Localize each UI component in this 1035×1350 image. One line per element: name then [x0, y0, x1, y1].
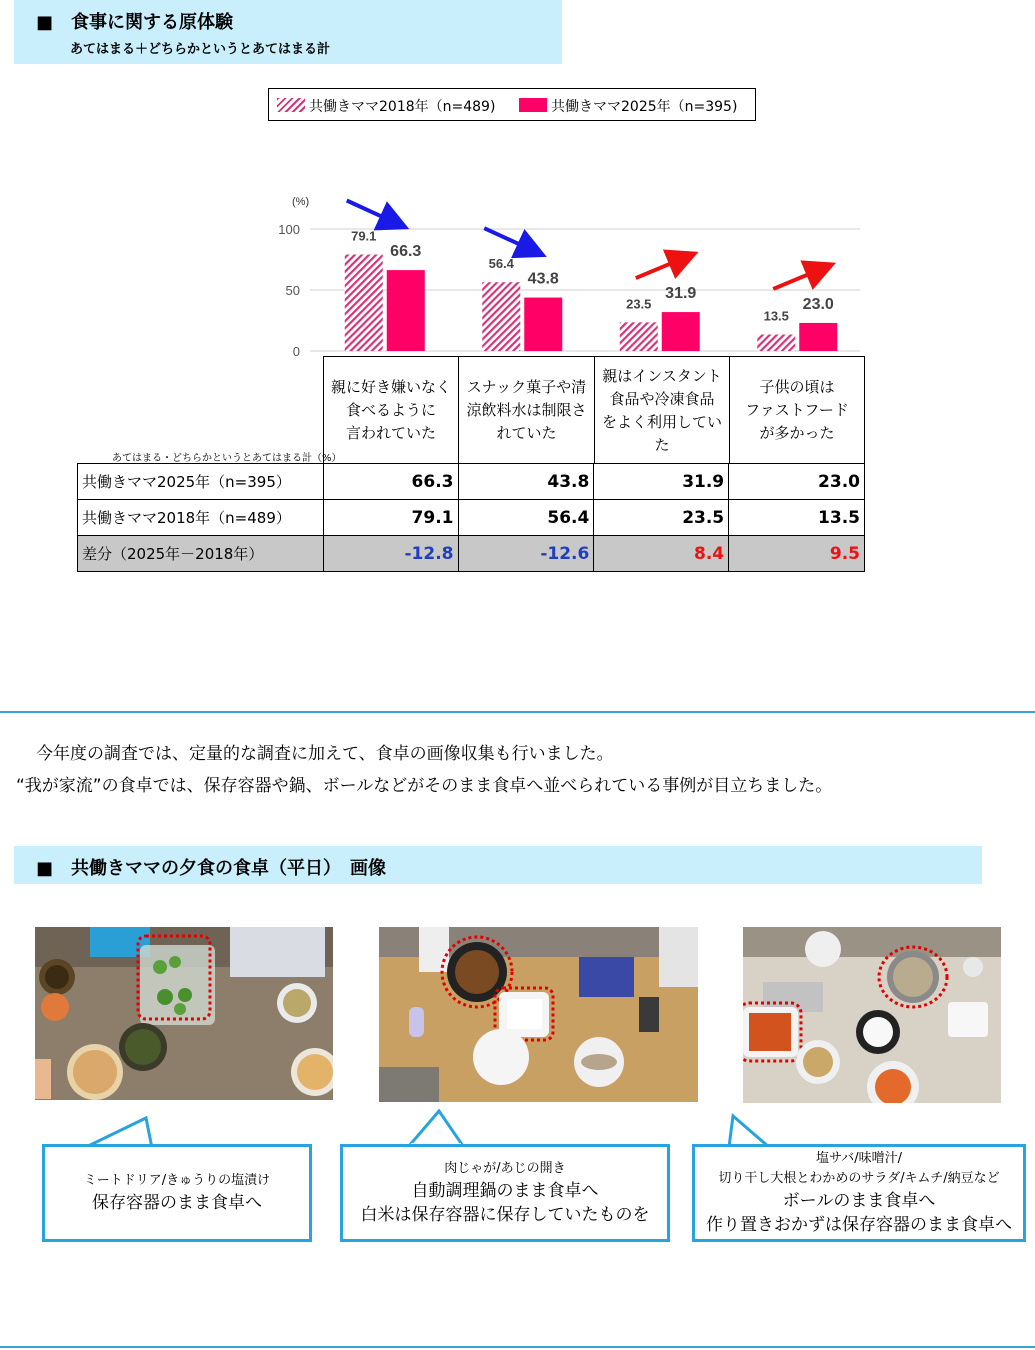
meal-photo-1 — [35, 927, 333, 1100]
cell: -12.8 — [323, 536, 458, 572]
cell: -12.6 — [458, 536, 594, 572]
callout-1: ミートドリア/きゅうりの塩漬け 保存容器のまま食卓へ — [42, 1144, 312, 1242]
section-subtitle: あてはまる＋どちらかというとあてはまる計 — [70, 42, 331, 57]
y-tick-label: 50 — [285, 283, 300, 298]
legend-label-2018: 共働きママ2018年（n=489) — [309, 99, 496, 115]
meal-photo-2 — [379, 927, 698, 1102]
cell: 43.8 — [458, 464, 594, 500]
trend-arrow-down — [347, 200, 395, 222]
cell: 66.3 — [323, 464, 458, 500]
table-header-1: 親に好き嫌いなく 食べるように 言われていた — [323, 356, 459, 464]
section-title: ■ 共働きママの夕食の食卓（平日） 画像 — [36, 858, 387, 879]
data-label-2018: 56.4 — [488, 256, 514, 272]
cell: 79.1 — [323, 500, 458, 536]
body-line-1: 今年度の調査では、定量的な調査に加えて、食卓の画像収集も行いました。 — [36, 744, 614, 764]
cell: 56.4 — [458, 500, 594, 536]
bar-2018 — [345, 254, 383, 351]
bar-chart — [0, 0, 1035, 360]
data-label-2025: 31.9 — [665, 285, 697, 303]
callout-2: 肉じゃが/あじの開き 自動調理鍋のまま食卓へ 白米は保存容器に保存していたものを — [340, 1144, 670, 1242]
cell: 31.9 — [594, 464, 729, 500]
y-tick-label: 100 — [278, 222, 300, 237]
cell: 23.0 — [729, 464, 865, 500]
data-label-2018: 13.5 — [763, 308, 789, 324]
data-label-2025: 43.8 — [527, 270, 559, 288]
data-label-2025: 66.3 — [390, 243, 422, 261]
cell: 9.5 — [729, 536, 865, 572]
section-title: ■ 食事に関する原体験 — [36, 12, 234, 33]
cell: 23.5 — [594, 500, 729, 536]
data-table — [77, 463, 865, 572]
table-header-2: スナック菓子や清 涼飲料水は制限さ れていた — [458, 356, 595, 464]
trend-arrow-up — [636, 258, 684, 278]
trend-arrow-down — [484, 228, 532, 250]
bar-2018 — [620, 322, 658, 351]
row-label: 共働きママ2018年（n=489） — [78, 500, 324, 536]
data-label-2025: 23.0 — [802, 295, 834, 313]
divider — [0, 711, 1035, 713]
legend-label-2025: 共働きママ2025年（n=395) — [551, 99, 738, 115]
y-tick-label: 0 — [292, 344, 300, 359]
table-row-2025 — [78, 464, 865, 500]
meal-photo-3 — [743, 927, 1001, 1103]
row-label: 差分（2025年－2018年） — [78, 536, 324, 572]
bar-2025 — [799, 323, 837, 351]
y-axis-label: (%) — [292, 196, 310, 208]
table-note: あてはまる・どちらかというとあてはまる計（%） — [112, 453, 342, 464]
section-header-2 — [14, 846, 982, 884]
table-row-2018 — [78, 500, 865, 536]
bar-2025 — [662, 312, 700, 351]
table-row-diff — [78, 536, 865, 572]
row-label: 共働きママ2025年（n=395） — [78, 464, 324, 500]
data-label-2018: 79.1 — [351, 228, 377, 244]
bar-2025 — [524, 298, 562, 351]
bar-2018 — [482, 282, 520, 351]
table-header-3: 親はインスタント 食品や冷凍食品 をよく利用していた — [594, 356, 730, 464]
bottom-divider — [0, 1346, 1035, 1348]
cell: 8.4 — [594, 536, 729, 572]
bar-2025 — [387, 270, 425, 351]
bar-2018 — [757, 335, 795, 351]
table-header-4: 子供の頃は ファストフード が多かった — [729, 356, 865, 464]
callout-3: 塩サバ/味噌汁/ 切り干し大根とわかめのサラダ/キムチ/納豆など ボールのまま食卓へ 作り置きおかずは保存容器のまま食卓へ — [692, 1144, 1026, 1242]
data-label-2018: 23.5 — [626, 296, 652, 312]
callout-tail-2 — [405, 1108, 485, 1148]
cell: 13.5 — [729, 500, 865, 536]
trend-arrow-up — [773, 269, 821, 289]
body-line-2: “我が家流”の食卓では、保存容器や鍋、ボールなどがそのまま食卓へ並べられている事例が目立ちました。 — [16, 776, 833, 796]
